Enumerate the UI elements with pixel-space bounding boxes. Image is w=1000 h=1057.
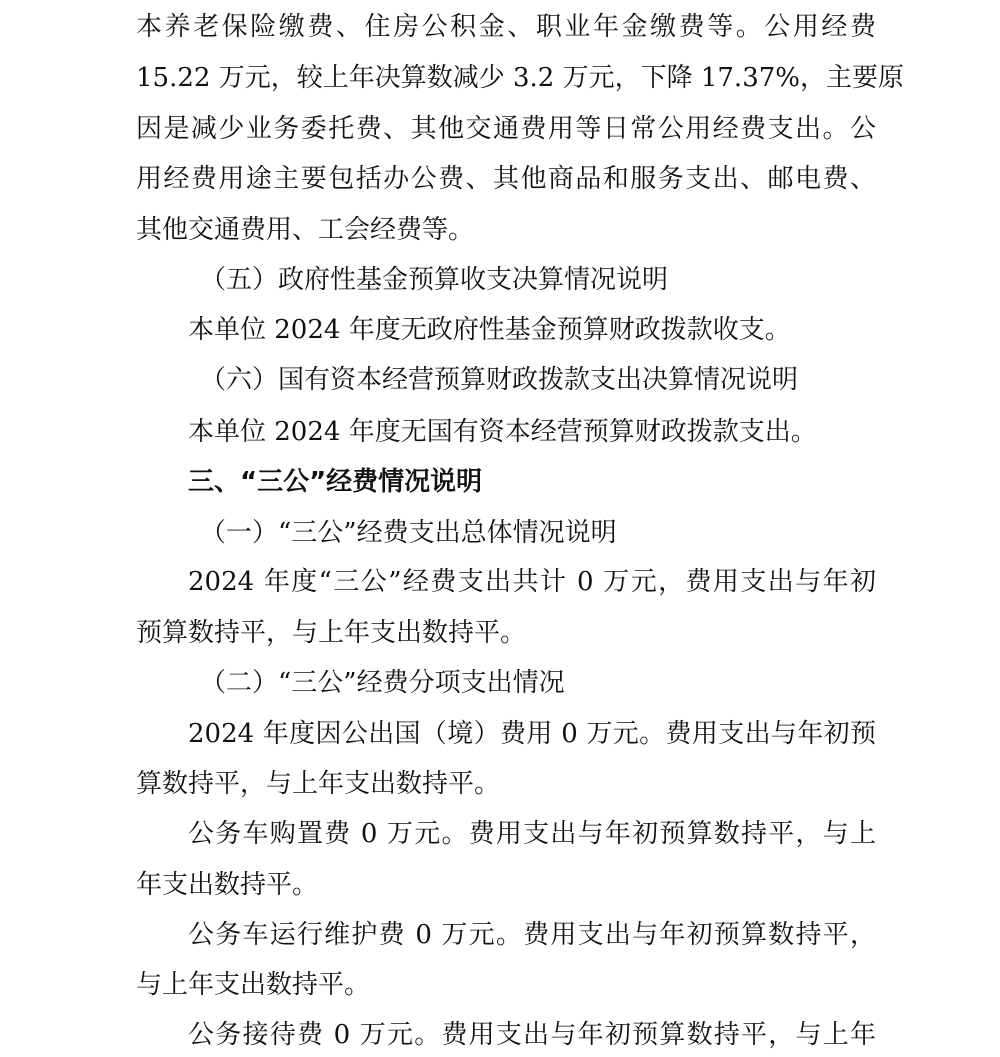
section-heading: （二）“三公”经费分项支出情况 — [200, 668, 565, 698]
paragraph-line: 用经费用途主要包括办公费、其他商品和服务支出、邮电费、 — [136, 164, 876, 194]
paragraph-line: 2024 年度因公出国（境）费用 0 万元。费用支出与年初预 — [188, 719, 876, 749]
paragraph-line: 本养老保险缴费、住房公积金、职业年金缴费等。公用经费 — [136, 12, 876, 42]
paragraph-line: 本单位 2024 年度无国有资本经营预算财政拨款支出。 — [188, 417, 817, 447]
paragraph-line: 预算数持平，与上年支出数持平。 — [136, 618, 527, 648]
section-heading: （五）政府性基金预算收支决算情况说明 — [200, 265, 669, 295]
paragraph-line: 本单位 2024 年度无政府性基金预算财政拨款收支。 — [188, 315, 791, 345]
section-heading: （六）国有资本经营预算财政拨款支出决算情况说明 — [200, 365, 799, 395]
section-heading: （一）“三公”经费支出总体情况说明 — [200, 518, 617, 548]
paragraph-line: 公务接待费 0 万元。费用支出与年初预算数持平，与上年 — [188, 1020, 876, 1050]
paragraph-line: 其他交通费用、工会经费等。 — [136, 215, 475, 245]
paragraph-line: 公务车购置费 0 万元。费用支出与年初预算数持平，与上 — [188, 819, 876, 849]
paragraph-line: 算数持平，与上年支出数持平。 — [136, 769, 501, 799]
paragraph-line: 2024 年度“三公”经费支出共计 0 万元，费用支出与年初 — [188, 567, 876, 597]
chapter-heading: 三、“三公”经费情况说明 — [188, 467, 483, 497]
paragraph-line: 年支出数持平。 — [136, 870, 319, 900]
paragraph-line: 15.22 万元，较上年决算数减少 3.2 万元，下降 17.37%，主要原 — [136, 63, 904, 93]
paragraph-line: 与上年支出数持平。 — [136, 970, 371, 1000]
paragraph-line: 因是减少业务委托费、其他交通费用等日常公用经费支出。公 — [136, 114, 876, 144]
document-page — [136, 0, 904, 1057]
paragraph-line: 公务车运行维护费 0 万元。费用支出与年初预算数持平， — [188, 920, 876, 950]
